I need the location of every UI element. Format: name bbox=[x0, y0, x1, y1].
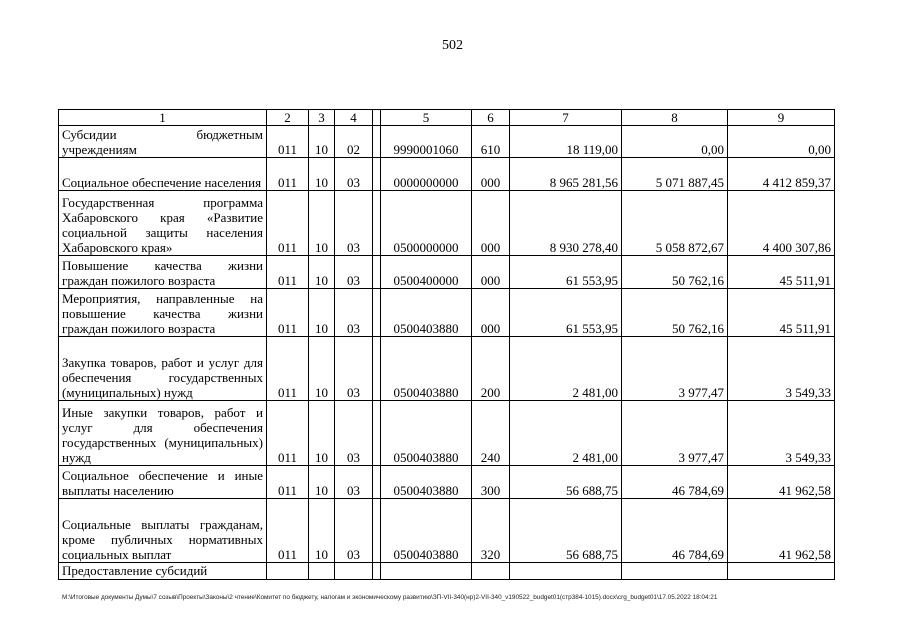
cell-c5: 0500000000 bbox=[381, 191, 472, 256]
column-gap bbox=[373, 289, 381, 337]
cell-c2: 011 bbox=[267, 337, 309, 401]
cell-c5: 0000000000 bbox=[381, 158, 472, 191]
cell-c8: 0,00 bbox=[622, 126, 728, 158]
row-name: Социальное обеспечение и иные выплаты населению bbox=[59, 466, 267, 499]
cell-c4: 03 bbox=[335, 337, 373, 401]
col-header-8: 8 bbox=[622, 110, 728, 126]
column-gap bbox=[373, 256, 381, 289]
row-name: Субсидии бюджетным учреждениям bbox=[59, 126, 267, 158]
cell-c6: 300 bbox=[472, 466, 510, 499]
cell-c2: 011 bbox=[267, 401, 309, 466]
col-header-1: 1 bbox=[59, 110, 267, 126]
row-name: Государственная программа Хабаровского края «Развитие социальной защиты населения Хабаровского края» bbox=[59, 191, 267, 256]
cell-c6: 200 bbox=[472, 337, 510, 401]
cell-c3: 10 bbox=[309, 158, 335, 191]
cell-c7: 8 930 278,40 bbox=[510, 191, 622, 256]
cell-c8: 5 058 872,67 bbox=[622, 191, 728, 256]
table-row bbox=[59, 256, 835, 289]
row-name: Социальное обеспечение населения bbox=[59, 158, 267, 191]
column-gap bbox=[373, 337, 381, 401]
cell-c2: 011 bbox=[267, 158, 309, 191]
cell-c9 bbox=[728, 563, 835, 580]
budget-table bbox=[58, 109, 835, 580]
cell-c6: 320 bbox=[472, 499, 510, 563]
column-gap bbox=[373, 110, 381, 126]
cell-c8: 50 762,16 bbox=[622, 256, 728, 289]
table-row bbox=[59, 289, 835, 337]
table-row bbox=[59, 158, 835, 191]
cell-c6: 000 bbox=[472, 289, 510, 337]
cell-c7: 56 688,75 bbox=[510, 499, 622, 563]
col-header-9: 9 bbox=[728, 110, 835, 126]
cell-c9: 41 962,58 bbox=[728, 499, 835, 563]
cell-c9: 41 962,58 bbox=[728, 466, 835, 499]
cell-c4: 03 bbox=[335, 158, 373, 191]
table-row bbox=[59, 499, 835, 563]
column-gap bbox=[373, 401, 381, 466]
table-row bbox=[59, 191, 835, 256]
cell-c4: 03 bbox=[335, 401, 373, 466]
col-header-7: 7 bbox=[510, 110, 622, 126]
page-number: 502 bbox=[442, 38, 463, 53]
cell-c5: 0500400000 bbox=[381, 256, 472, 289]
cell-c5: 0500403880 bbox=[381, 337, 472, 401]
cell-c4 bbox=[335, 563, 373, 580]
cell-c7: 8 965 281,56 bbox=[510, 158, 622, 191]
column-gap bbox=[373, 563, 381, 580]
cell-c3: 10 bbox=[309, 256, 335, 289]
cell-c5: 0500403880 bbox=[381, 466, 472, 499]
cell-c6: 000 bbox=[472, 256, 510, 289]
cell-c9: 4 412 859,37 bbox=[728, 158, 835, 191]
cell-c3: 10 bbox=[309, 126, 335, 158]
table-row bbox=[59, 337, 835, 401]
row-name: Социальные выплаты гражданам, кроме публичных нормативных социальных выплат bbox=[59, 499, 267, 563]
cell-c8: 50 762,16 bbox=[622, 289, 728, 337]
row-name: Закупка товаров, работ и услуг для обеспечения государственных (муниципальных) нужд bbox=[59, 337, 267, 401]
cell-c2: 011 bbox=[267, 289, 309, 337]
cell-c9: 3 549,33 bbox=[728, 337, 835, 401]
cell-c6: 000 bbox=[472, 191, 510, 256]
cell-c7: 18 119,00 bbox=[510, 126, 622, 158]
cell-c9: 3 549,33 bbox=[728, 401, 835, 466]
cell-c6 bbox=[472, 563, 510, 580]
cell-c7: 2 481,00 bbox=[510, 337, 622, 401]
table-row bbox=[59, 401, 835, 466]
col-header-4: 4 bbox=[335, 110, 373, 126]
cell-c4: 03 bbox=[335, 256, 373, 289]
row-name: Предоставление субсидий bbox=[59, 563, 267, 580]
cell-c8: 3 977,47 bbox=[622, 401, 728, 466]
cell-c5: 0500403880 bbox=[381, 289, 472, 337]
cell-c9: 45 511,91 bbox=[728, 289, 835, 337]
cell-c3: 10 bbox=[309, 191, 335, 256]
row-name: Повышение качества жизни граждан пожилого возраста bbox=[59, 256, 267, 289]
cell-c4: 03 bbox=[335, 499, 373, 563]
header-row bbox=[59, 110, 835, 126]
cell-c8: 46 784,69 bbox=[622, 499, 728, 563]
cell-c2: 011 bbox=[267, 466, 309, 499]
cell-c9: 4 400 307,86 bbox=[728, 191, 835, 256]
col-header-3: 3 bbox=[309, 110, 335, 126]
cell-c2: 011 bbox=[267, 126, 309, 158]
cell-c6: 240 bbox=[472, 401, 510, 466]
cell-c5: 9990001060 bbox=[381, 126, 472, 158]
cell-c3: 10 bbox=[309, 466, 335, 499]
table-row bbox=[59, 466, 835, 499]
cell-c3 bbox=[309, 563, 335, 580]
table-row bbox=[59, 563, 835, 580]
cell-c4: 03 bbox=[335, 289, 373, 337]
col-header-5: 5 bbox=[381, 110, 472, 126]
column-gap bbox=[373, 466, 381, 499]
cell-c8: 46 784,69 bbox=[622, 466, 728, 499]
cell-c3: 10 bbox=[309, 337, 335, 401]
cell-c8 bbox=[622, 563, 728, 580]
cell-c2: 011 bbox=[267, 256, 309, 289]
cell-c6: 610 bbox=[472, 126, 510, 158]
cell-c5 bbox=[381, 563, 472, 580]
column-gap bbox=[373, 191, 381, 256]
column-gap bbox=[373, 499, 381, 563]
cell-c8: 5 071 887,45 bbox=[622, 158, 728, 191]
cell-c7: 2 481,00 bbox=[510, 401, 622, 466]
cell-c2: 011 bbox=[267, 191, 309, 256]
file-path-footer: М:\Итоговые документы Думы\7 созыв\Проекты\Законы\2 чтение\Комитет по бюджету, налогам и экономическому развитию\ЗП-VII-340(нр)2-VII-340_v190522_budget01(стр384-1015).docx\crg_budget01\17.05.2022 18:04:21 bbox=[62, 594, 718, 601]
table-row bbox=[59, 126, 835, 158]
cell-c9: 45 511,91 bbox=[728, 256, 835, 289]
cell-c6: 000 bbox=[472, 158, 510, 191]
column-gap bbox=[373, 158, 381, 191]
cell-c2 bbox=[267, 563, 309, 580]
cell-c4: 03 bbox=[335, 191, 373, 256]
cell-c3: 10 bbox=[309, 499, 335, 563]
cell-c8: 3 977,47 bbox=[622, 337, 728, 401]
cell-c9: 0,00 bbox=[728, 126, 835, 158]
cell-c2: 011 bbox=[267, 499, 309, 563]
row-name: Мероприятия, направленные на повышение качества жизни граждан пожилого возраста bbox=[59, 289, 267, 337]
cell-c7 bbox=[510, 563, 622, 580]
cell-c7: 61 553,95 bbox=[510, 289, 622, 337]
cell-c4: 02 bbox=[335, 126, 373, 158]
row-name: Иные закупки товаров, работ и услуг для обеспечения государственных (муниципальных) нужд bbox=[59, 401, 267, 466]
cell-c5: 0500403880 bbox=[381, 401, 472, 466]
col-header-6: 6 bbox=[472, 110, 510, 126]
column-gap bbox=[373, 126, 381, 158]
cell-c3: 10 bbox=[309, 401, 335, 466]
cell-c5: 0500403880 bbox=[381, 499, 472, 563]
col-header-2: 2 bbox=[267, 110, 309, 126]
cell-c3: 10 bbox=[309, 289, 335, 337]
cell-c4: 03 bbox=[335, 466, 373, 499]
cell-c7: 56 688,75 bbox=[510, 466, 622, 499]
cell-c7: 61 553,95 bbox=[510, 256, 622, 289]
